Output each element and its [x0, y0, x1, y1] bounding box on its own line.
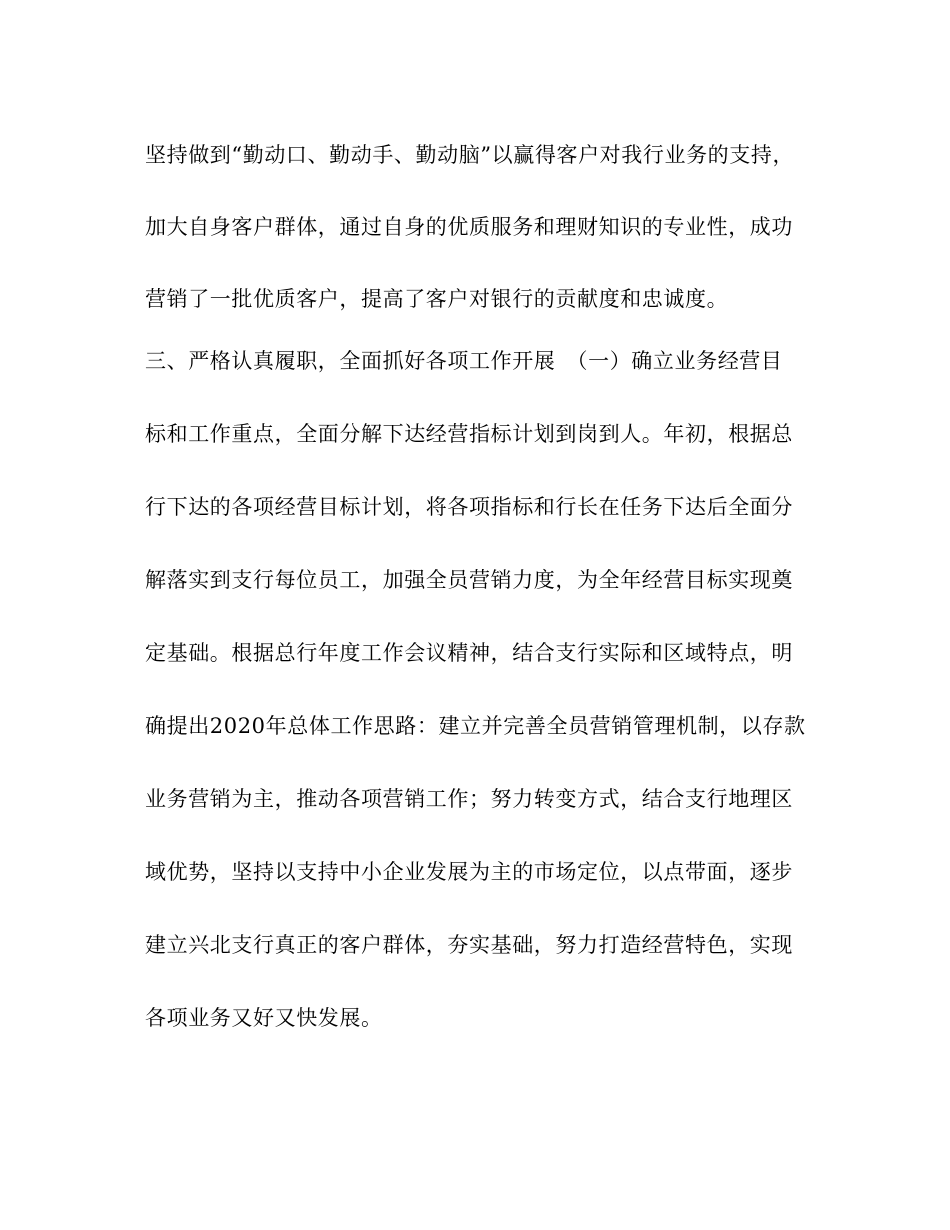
text-line-8: 定基础。根据总行年度工作会议精神，结合支行实际和区域特点，明	[145, 641, 793, 665]
text-line-13: 各项业务又好又快发展。	[145, 1006, 383, 1030]
text-line-5: 标和工作重点，全面分解下达经营指标计划到岗到人。年初，根据总	[145, 422, 793, 446]
text-line-6: 行下达的各项经营目标计划，将各项指标和行长在任务下达后全面分	[145, 495, 793, 519]
text-line-7: 解落实到支行每位员工，加强全员营销力度，为全年经营目标实现奠	[145, 568, 793, 592]
text-line-11: 域优势，坚持以支持中小企业发展为主的市场定位，以点带面，逐步	[145, 860, 793, 884]
text-line-3: 营销了一批优质客户，提高了客户对银行的贡献度和忠诚度。	[145, 287, 729, 311]
text-line-12: 建立兴北支行真正的客户群体，夯实基础，努力打造经营特色，实现	[145, 933, 793, 957]
text-line-4: 三、严格认真履职，全面抓好各项工作开展 （一）确立业务经营目	[145, 349, 783, 373]
text-line-9: 确提出2020年总体工作思路：建立并完善全员营销管理机制，以存款	[145, 714, 806, 738]
text-line-10: 业务营销为主，推动各项营销工作；努力转变方式，结合支行地理区	[145, 787, 793, 811]
text-line-2: 加大自身客户群体，通过自身的优质服务和理财知识的专业性，成功	[145, 215, 793, 239]
text-line-1: 坚持做到“勤动口、勤动手、勤动脑”以赢得客户对我行业务的支持，	[145, 143, 795, 167]
